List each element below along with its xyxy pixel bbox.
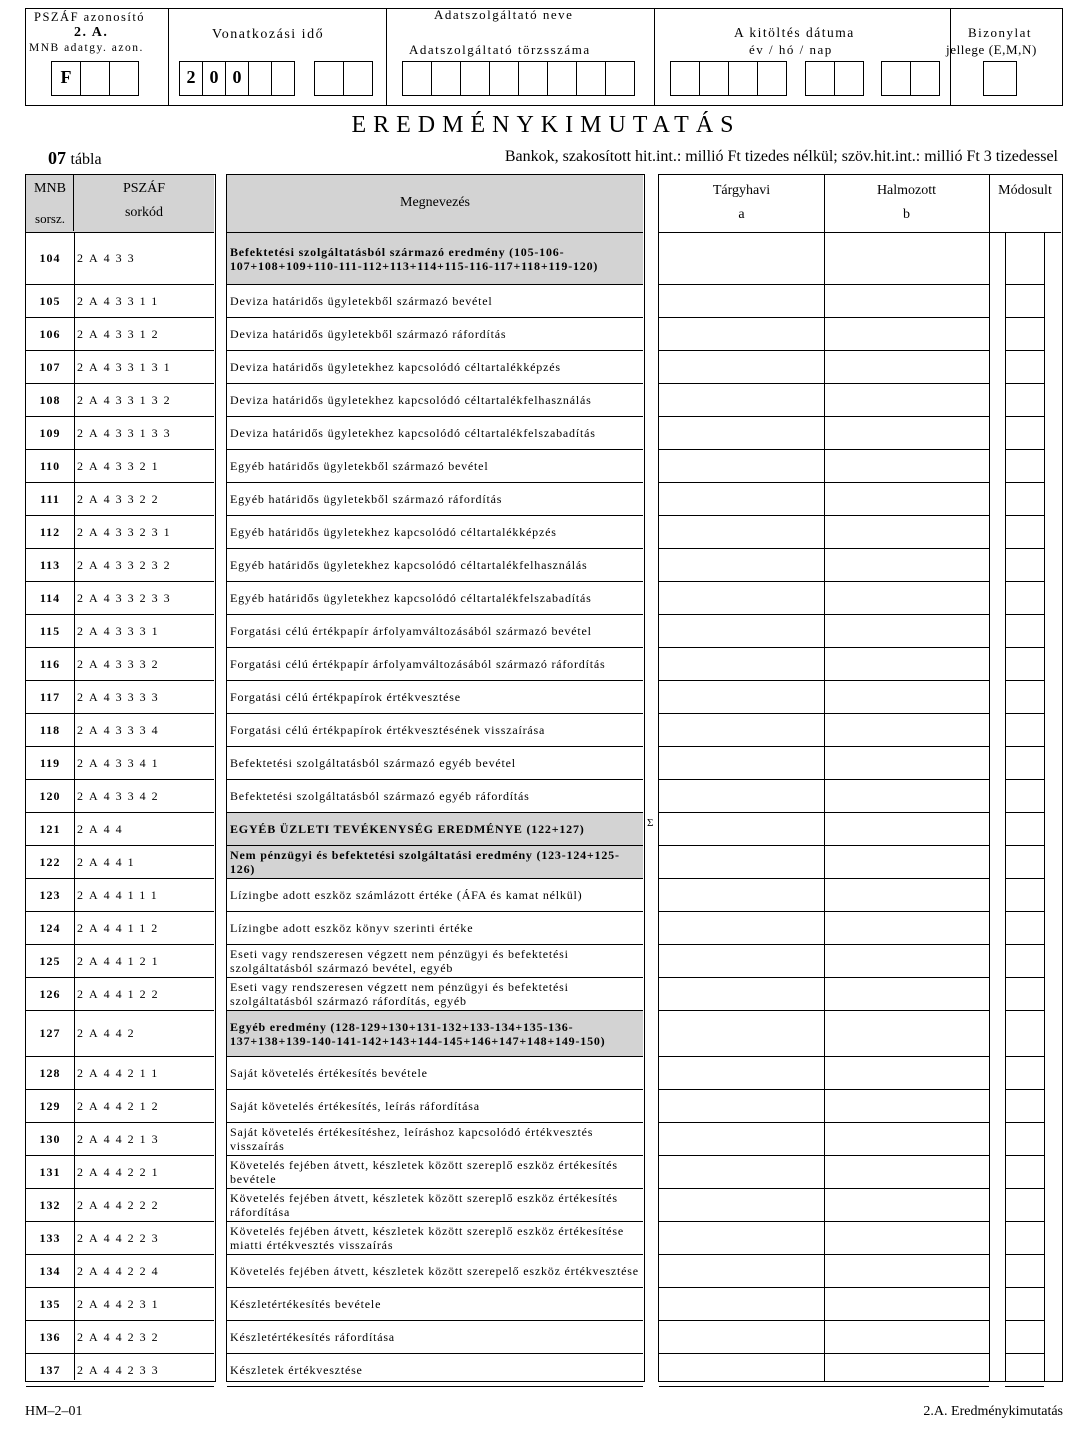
row-label: EGYÉB ÜZLETI TEVÉKENYSÉG EREDMÉNYE (122+127) [227,813,643,846]
doc-type-box[interactable] [983,61,1017,96]
modosult-input[interactable] [1005,912,1044,945]
date-format-label: év / hó / nap [749,42,833,57]
targyhavi-input[interactable] [659,1288,824,1321]
row-number: 119 [26,747,74,780]
date-label: A kitöltés dátuma [734,25,855,40]
row-label: Készletértékesítés ráfordítása [227,1321,643,1354]
targyhavi-input[interactable] [659,813,824,846]
sorsz-col-label: sorsz. [35,211,65,226]
modosult-input[interactable] [1005,615,1044,648]
row-number: 110 [26,450,74,483]
provider-id-box[interactable] [402,61,432,96]
row-code: 2A44111 [74,879,214,912]
targyhavi-input[interactable] [659,846,824,879]
targyhavi-input[interactable] [659,285,824,318]
row-number: 105 [26,285,74,318]
row-code: 2A442 [74,1011,214,1057]
modosult-input[interactable] [1005,318,1044,351]
row-code: 2A433 [74,233,214,285]
date-box[interactable] [728,61,758,96]
value-table-header [659,175,1061,233]
row-code: 2A44224 [74,1255,214,1288]
modosult-input[interactable] [1005,1057,1044,1090]
date-box[interactable] [881,61,911,96]
row-label: Követelés fejében átvett, készletek között szereplő eszköz értékesítés ráfordítása [227,1189,643,1222]
halmozott-input[interactable] [824,582,989,615]
row-code: 2A43331 [74,615,214,648]
table-number-value: 07 [48,148,66,168]
targyhavi-input[interactable] [659,384,824,417]
row-label: Egyéb eredmény (128-129+130+131-132+133-134+135-136-137+138+139-140-141-142+143+144-145+146+147+148+149-150) [227,1011,643,1057]
row-label: Forgatási célú értékpapír árfolyamváltozásából származó bevétel [227,615,643,648]
row-label: Követelés fejében átvett, készletek között szereplő eszköz értékesítés bevétele [227,1156,643,1189]
table-number [48,148,102,169]
pszaf-id-box[interactable]: F [51,61,81,96]
value-divider [989,175,990,1381]
doc-type-label: Bizonylat [968,25,1033,40]
row-number: 135 [26,1288,74,1321]
modosult-input[interactable] [1005,351,1044,384]
halmozott-input[interactable] [824,516,989,549]
targyhavi-input[interactable] [659,1189,824,1222]
date-box[interactable] [805,61,835,96]
row-number: 115 [26,615,74,648]
row-label: Saját követelés értékesítéshez, leíráshoz kapcsolódó értékvesztés visszaírás [227,1123,643,1156]
footer-left: HM–2–01 [25,1404,83,1419]
row-label: Befektetési szolgáltatásból származó egyéb bevétel [227,747,643,780]
mnb-col-header [26,175,74,231]
targyhavi-input[interactable] [659,1354,824,1387]
modosult-input[interactable] [1005,483,1044,516]
row-label: Eseti vagy rendszeresen végzett nem pénzügyi és befektetési szolgáltatásból származó ráfordítás, egyéb [227,978,643,1011]
period-label: Vonatkozási idő [212,27,325,42]
row-number: 117 [26,681,74,714]
row-label: Egyéb határidős ügyletekhez kapcsolódó céltartalékfelhasználás [227,549,643,582]
row-code: 2A433233 [74,582,214,615]
header-divider [386,9,387,105]
row-label: Egyéb határidős ügyletekből származó bevétel [227,450,643,483]
row-code: 2A44223 [74,1222,214,1255]
name-table [226,174,645,1382]
row-code: 2A433131 [74,351,214,384]
row-code: 2A43342 [74,780,214,813]
code-divider [74,233,75,1380]
period-box[interactable] [248,61,272,96]
provider-id-label: Adatszolgáltató törzsszáma [409,42,591,57]
row-code: 2A44231 [74,1288,214,1321]
period-box[interactable] [271,61,295,96]
modosult-input[interactable] [1005,549,1044,582]
row-label: Saját követelés értékesítés, leírás ráfordítása [227,1090,643,1123]
modosult-input[interactable] [1005,978,1044,1011]
modosult-col-label: Módosult [998,183,1052,198]
halmozott-input[interactable] [824,1321,989,1354]
row-code: 2A43334 [74,714,214,747]
row-number: 116 [26,648,74,681]
row-label: Deviza határidős ügyletekhez kapcsolódó céltartalékképzés [227,351,643,384]
targyhavi-input[interactable] [659,1255,824,1288]
row-number: 127 [26,1011,74,1057]
row-label: Deviza határidős ügyletekhez kapcsolódó céltartalékfelhasználás [227,384,643,417]
sigma-mark: Σ [647,817,654,829]
halmozott-input[interactable] [824,1123,989,1156]
header-divider [168,9,169,105]
targyhavi-input[interactable] [659,1090,824,1123]
code-table-header [26,175,214,233]
row-code: 2A43311 [74,285,214,318]
halmozott-col-label: Halmozott [876,183,937,198]
halmozott-input[interactable] [824,1354,989,1387]
targyhavi-input[interactable] [659,681,824,714]
table-word: tábla [70,151,102,168]
row-label: Befektetési szolgáltatásból származó eredmény (105-106-107+108+109+110-111-112+113+114+115-116-117+118+119-120) [227,233,643,285]
provider-name-label: Adatszolgáltató neve [434,7,574,22]
row-code: 2A44233 [74,1354,214,1387]
row-number: 122 [26,846,74,879]
modosult-input[interactable] [1005,1123,1044,1156]
row-label: Deviza határidős ügyletekből származó ráfordítás [227,318,643,351]
modosult-input[interactable] [1005,582,1044,615]
row-code: 2A44211 [74,1057,214,1090]
sorkod-col-label: sorkód [124,205,164,220]
modosult-input[interactable] [1005,945,1044,978]
row-label: Nem pénzügyi és befektetési szolgáltatási eredmény (123-124+125-126) [227,846,643,879]
modosult-input[interactable] [1005,384,1044,417]
row-code: 2A433133 [74,417,214,450]
targyhavi-input[interactable] [659,1222,824,1255]
row-code: 2A44222 [74,1189,214,1222]
doc-type-label: jellege (E,M,N) [946,42,1037,57]
halmozott-input[interactable] [824,285,989,318]
row-code: 2A441 [74,846,214,879]
halmozott-input[interactable] [824,417,989,450]
targyhavi-input[interactable] [659,516,824,549]
period-box[interactable]: 0 [225,61,249,96]
row-code: 2A44 [74,813,214,846]
row-label: Egyéb határidős ügyletekhez kapcsolódó céltartalékfelszabadítás [227,582,643,615]
row-code: 2A44232 [74,1321,214,1354]
halmozott-input[interactable] [824,714,989,747]
row-number: 104 [26,233,74,285]
row-number: 108 [26,384,74,417]
row-number: 113 [26,549,74,582]
form-code: 2. A. [74,25,109,40]
halmozott-input[interactable] [824,978,989,1011]
halmozott-input[interactable] [824,1156,989,1189]
row-label: Saját követelés értékesítés bevétele [227,1057,643,1090]
row-code: 2A44112 [74,912,214,945]
pszaf-id-box[interactable] [80,61,110,96]
row-code: 2A433231 [74,516,214,549]
mnb-label: MNB adatgy. azon. [29,42,144,54]
row-label: Forgatási célú értékpapírok értékvesztésének visszaírása [227,714,643,747]
row-number: 123 [26,879,74,912]
targyhavi-input[interactable] [659,1156,824,1189]
row-number: 126 [26,978,74,1011]
modosult-input[interactable] [1005,681,1044,714]
halmozott-input[interactable] [824,1057,989,1090]
row-label: Egyéb határidős ügyletekből származó ráfordítás [227,483,643,516]
halmozott-input[interactable] [824,879,989,912]
row-label: Lízingbe adott eszköz könyv szerinti értéke [227,912,643,945]
row-code: 2A43312 [74,318,214,351]
name-col-header: Megnevezés [227,175,643,233]
code-table [25,174,216,1382]
row-number: 118 [26,714,74,747]
row-label: Eseti vagy rendszeresen végzett nem pénzügyi és befektetési szolgáltatásból származó bevétel, egyéb [227,945,643,978]
row-label: Készletek értékvesztése [227,1354,643,1387]
halmozott-input[interactable] [824,846,989,879]
halmozott-input[interactable] [824,1288,989,1321]
modosult-input[interactable] [1005,417,1044,450]
period-box[interactable]: 2 [179,61,203,96]
row-label: Forgatási célú értékpapírok értékvesztése [227,681,643,714]
row-number: 107 [26,351,74,384]
modosult-input[interactable] [1005,285,1044,318]
row-number: 111 [26,483,74,516]
header-divider [654,9,655,105]
row-number: 129 [26,1090,74,1123]
provider-id-box[interactable] [576,61,606,96]
halmozott-input[interactable] [824,681,989,714]
row-number: 124 [26,912,74,945]
row-code: 2A44221 [74,1156,214,1189]
targyhavi-input[interactable] [659,747,824,780]
halmozott-input[interactable] [824,615,989,648]
targyhavi-input[interactable] [659,912,824,945]
row-number: 130 [26,1123,74,1156]
row-number: 133 [26,1222,74,1255]
halmozott-input[interactable] [824,549,989,582]
halmozott-input[interactable] [824,233,989,285]
modosult-input[interactable] [1005,813,1044,846]
row-number: 109 [26,417,74,450]
targyhavi-input[interactable] [659,1057,824,1090]
provider-id-box[interactable] [547,61,577,96]
row-code: 2A43321 [74,450,214,483]
provider-id-box[interactable] [460,61,490,96]
row-code: 2A433132 [74,384,214,417]
targyhavi-input[interactable] [659,318,824,351]
provider-id-box[interactable] [431,61,461,96]
halmozott-input[interactable] [824,384,989,417]
row-label: Egyéb határidős ügyletekhez kapcsolódó céltartalékképzés [227,516,643,549]
halmozott-input[interactable] [824,351,989,384]
provider-id-box[interactable] [489,61,519,96]
targyhavi-input[interactable] [659,351,824,384]
modosult-input[interactable] [1005,1288,1044,1321]
row-number: 121 [26,813,74,846]
row-number: 125 [26,945,74,978]
targyhavi-input[interactable] [659,780,824,813]
halmozott-input[interactable] [824,1189,989,1222]
provider-id-box[interactable] [518,61,548,96]
row-label: Befektetési szolgáltatásból származó egyéb ráfordítás [227,780,643,813]
mnb-col-label: MNB [34,181,66,196]
halmozott-input[interactable] [824,813,989,846]
targyhavi-input[interactable] [659,945,824,978]
modosult-input[interactable] [1005,1156,1044,1189]
row-code: 2A44212 [74,1090,214,1123]
modosult-input[interactable] [1005,1321,1044,1354]
targyhavi-input[interactable] [659,582,824,615]
modosult-input[interactable] [1005,233,1044,285]
targyhavi-input[interactable] [659,1321,824,1354]
modosult-input[interactable] [1005,747,1044,780]
targyhavi-input[interactable] [659,648,824,681]
provider-id-box[interactable] [605,61,635,96]
period-box[interactable] [343,61,373,96]
row-label: Készletértékesítés bevétele [227,1288,643,1321]
row-label: Deviza határidős ügyletekből származó bevétel [227,285,643,318]
row-number: 137 [26,1354,74,1387]
halmozott-input[interactable] [824,1255,989,1288]
targyhavi-input[interactable] [659,978,824,1011]
units-note: Bankok, szakosított hit.int.: millió Ft tizedes nélkül; szöv.hit.int.: millió Ft 3 tizedessel [504,148,1058,165]
modosult-input[interactable] [1005,1222,1044,1255]
footer-right: 2.A. Eredménykimutatás [923,1404,1063,1419]
page-title: EREDMÉNYKIMUTATÁS [351,112,741,138]
row-code: 2A44122 [74,978,214,1011]
row-number: 131 [26,1156,74,1189]
halmozott-input[interactable] [824,780,989,813]
halmozott-input[interactable] [824,1090,989,1123]
halmozott-input[interactable] [824,648,989,681]
modosult-input[interactable] [1005,1011,1044,1057]
pszaf-col-label: PSZÁF [122,181,166,196]
modosult-input[interactable] [1005,846,1044,879]
row-code: 2A44121 [74,945,214,978]
row-code: 2A43332 [74,648,214,681]
modosult-input[interactable] [1005,1255,1044,1288]
date-box[interactable] [757,61,787,96]
row-number: 134 [26,1255,74,1288]
modosult-input[interactable] [1005,1189,1044,1222]
halmozott-input[interactable] [824,945,989,978]
value-divider [1044,233,1045,1381]
row-number: 128 [26,1057,74,1090]
row-code: 2A433232 [74,549,214,582]
period-box[interactable]: 0 [202,61,226,96]
date-box[interactable] [670,61,700,96]
row-number: 120 [26,780,74,813]
row-number: 132 [26,1189,74,1222]
targyhavi-col-label: Tárgyhavi [712,183,771,198]
pszaf-label: PSZÁF azonosító [34,10,146,24]
targyhavi-input[interactable] [659,615,824,648]
modosult-input[interactable] [1005,1090,1044,1123]
targyhavi-input[interactable] [659,483,824,516]
period-box[interactable] [314,61,344,96]
row-number: 114 [26,582,74,615]
date-box[interactable] [834,61,864,96]
row-label: Deviza határidős ügyletekhez kapcsolódó céltartalékfelszabadítás [227,417,643,450]
row-label: Követelés fejében átvett, készletek között szerepelő eszköz értékvesztése [227,1255,643,1288]
row-code: 2A43333 [74,681,214,714]
row-label: Forgatási célú értékpapír árfolyamváltozásából származó ráfordítás [227,648,643,681]
targyhavi-input[interactable] [659,450,824,483]
halmozott-input[interactable] [824,1222,989,1255]
row-code: 2A43341 [74,747,214,780]
modosult-input[interactable] [1005,714,1044,747]
modosult-input[interactable] [1005,450,1044,483]
targyhavi-input[interactable] [659,1123,824,1156]
targyhavi-input[interactable] [659,233,824,285]
targyhavi-input[interactable] [659,879,824,912]
pszaf-id-box[interactable] [109,61,139,96]
halmozott-input[interactable] [824,912,989,945]
targyhavi-input[interactable] [659,1011,824,1057]
halmozott-input[interactable] [824,747,989,780]
date-box[interactable] [910,61,940,96]
row-label: Követelés fejében átvett, készletek között szereplő eszköz értékesítése miatti értékvesztés visszaírás [227,1222,643,1255]
b-col-label: b [903,207,910,222]
a-col-label: a [738,207,745,222]
row-number: 136 [26,1321,74,1354]
targyhavi-input[interactable] [659,714,824,747]
modosult-input[interactable] [1005,1354,1044,1387]
row-code: 2A43322 [74,483,214,516]
modosult-input[interactable] [1005,780,1044,813]
date-box[interactable] [699,61,729,96]
modosult-input[interactable] [1005,516,1044,549]
targyhavi-input[interactable] [659,549,824,582]
halmozott-input[interactable] [824,450,989,483]
row-label: Lízingbe adott eszköz számlázott értéke (ÁFA és kamat nélkül) [227,879,643,912]
halmozott-input[interactable] [824,483,989,516]
halmozott-input[interactable] [824,1011,989,1057]
row-number: 106 [26,318,74,351]
halmozott-input[interactable] [824,318,989,351]
modosult-input[interactable] [1005,648,1044,681]
targyhavi-input[interactable] [659,417,824,450]
row-number: 112 [26,516,74,549]
value-table [658,174,1063,1382]
modosult-input[interactable] [1005,879,1044,912]
row-code: 2A44213 [74,1123,214,1156]
